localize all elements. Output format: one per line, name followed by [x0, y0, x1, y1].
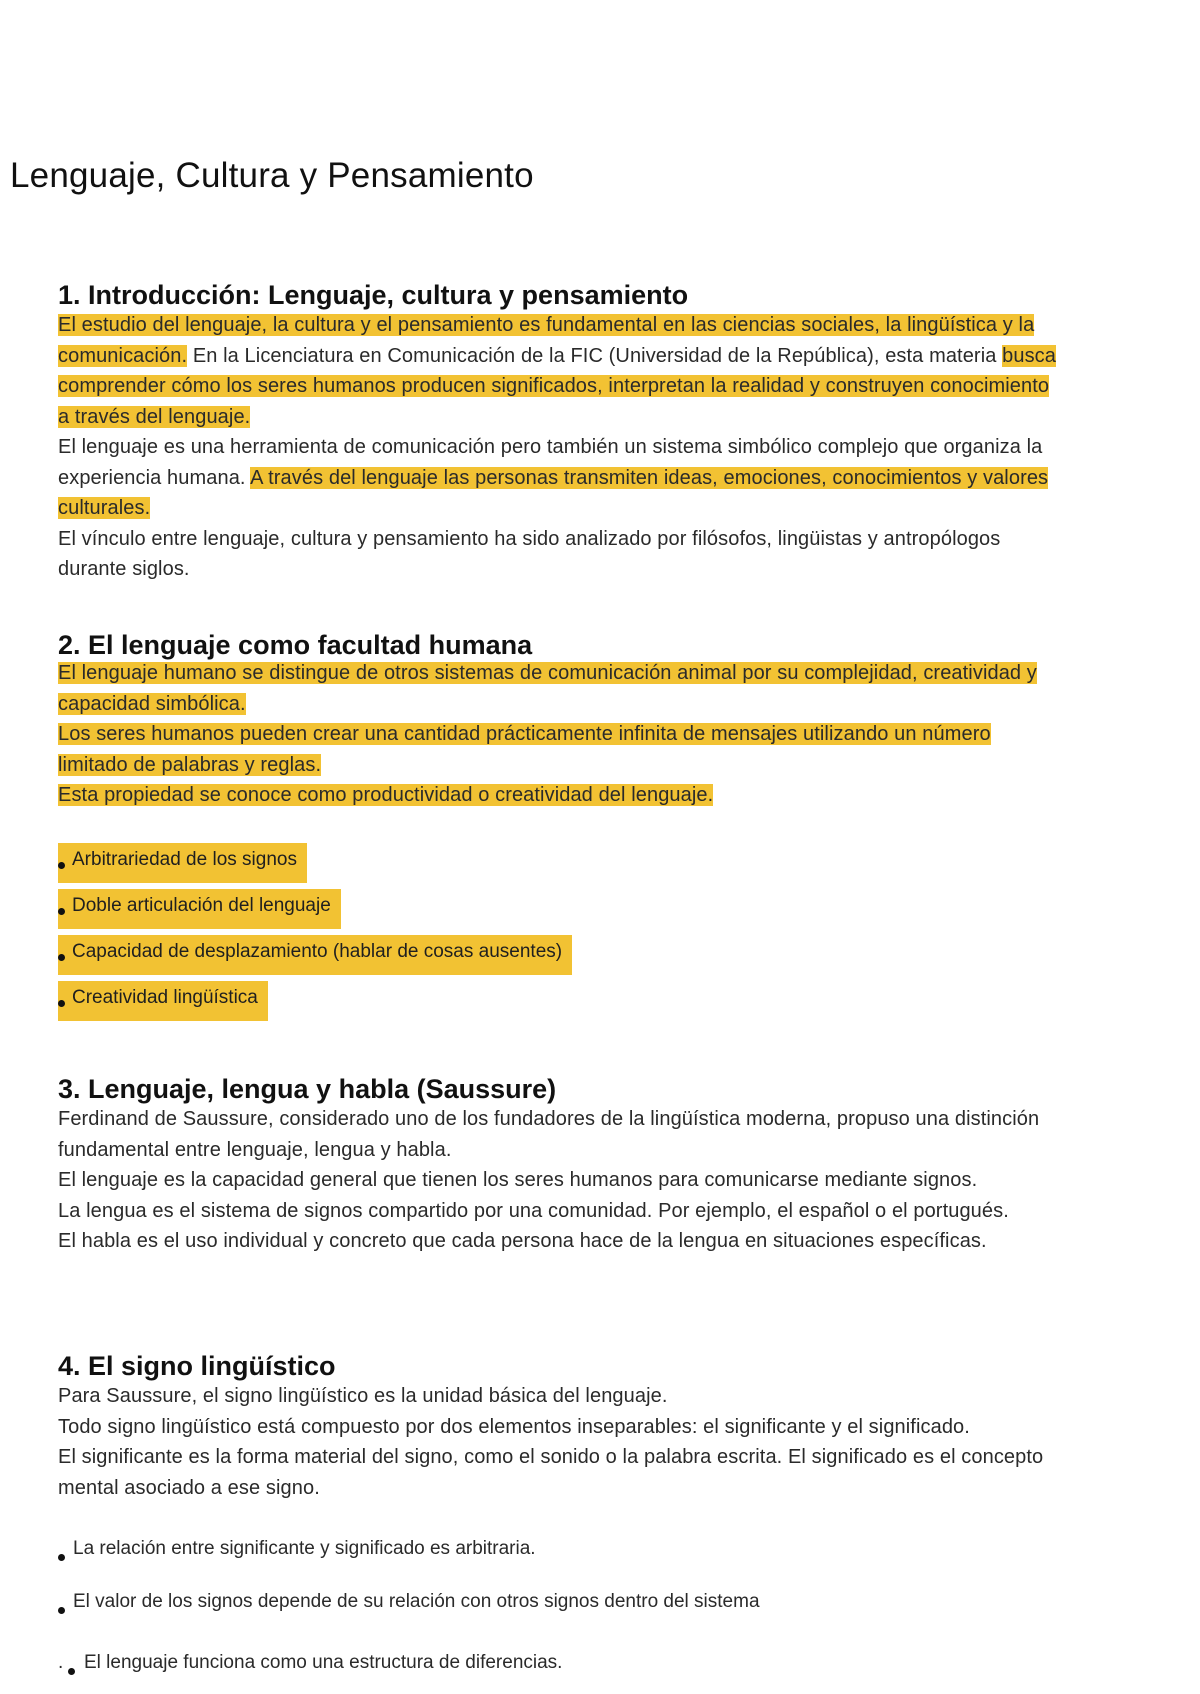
highlighted-text: Los seres humanos pueden crear una cantidad prácticamente infinita de mensajes utilizando un número limitado de palabras y reglas. [58, 723, 991, 776]
paragraph-text: En la Licenciatura en Comunicación de la FIC (Universidad de la República), esta materia [187, 344, 1003, 367]
list-prefix: . [58, 1652, 64, 1673]
highlighted-bullet-list [58, 843, 572, 1021]
bullet-icon [58, 1554, 65, 1561]
bullet-icon [58, 1000, 65, 1007]
highlighted-text: A través del lenguaje las personas transmiten ideas, emociones, conocimientos y valores culturales. [58, 466, 1049, 519]
paragraph [58, 719, 1058, 780]
bullet-icon [58, 954, 65, 961]
section-heading: 3. Lenguaje, lengua y habla (Saussure) [58, 1074, 557, 1104]
highlighted-text: Esta propiedad se conoce como productividad o creatividad del lenguaje. [58, 784, 714, 806]
paragraph [58, 658, 1058, 719]
bullet-icon [58, 908, 65, 915]
list-item: El valor de los signos depende de su relación con otros signos dentro del sistema [58, 1591, 760, 1613]
list-item: Arbitrariedad de los signos [58, 843, 572, 883]
bullet-icon [58, 862, 65, 869]
paragraph [58, 432, 1058, 524]
list-item: Capacidad de desplazamiento (hablar de cosas ausentes) [58, 935, 572, 975]
section-signo-linguistico [58, 1350, 1058, 1503]
bullet-icon [58, 1607, 65, 1614]
paragraph: La lengua es el sistema de signos compartido por una comunidad. Por ejemplo, el español o el portugués. [58, 1199, 1009, 1222]
paragraph [58, 780, 1058, 811]
section-facultad-humana [58, 629, 1058, 811]
paragraph: El habla es el uso individual y concreto que cada persona hace de la lengua en situaciones específicas. [58, 1230, 987, 1252]
list-item: Creatividad lingüística [58, 981, 572, 1021]
section-lenguaje-lengua-habla [58, 1073, 1058, 1257]
list-item: Doble articulación del lenguaje [58, 889, 572, 929]
list-item: La relación entre significante y significado es arbitraria. [58, 1538, 536, 1560]
paragraph-text: El lenguaje es una herramienta de comunicación pero también un sistema simbólico complejo que organiza la experiencia humana. [58, 436, 1043, 489]
paragraph: Para Saussure, el signo lingüístico es la unidad básica del lenguaje. [58, 1385, 668, 1407]
section-heading: 2. El lenguaje como facultad humana [58, 630, 533, 660]
section-introduccion [58, 279, 1058, 585]
section-heading: 4. El signo lingüístico [58, 1351, 336, 1381]
paragraph: Todo signo lingüístico está compuesto por dos elementos inseparables: el significante y el significado. [58, 1415, 970, 1438]
paragraph [58, 310, 1058, 432]
highlighted-text: busca comprender cómo los seres humanos producen significados, interpretan la realidad y construyen conocimiento a través del lenguaje. [58, 344, 1056, 428]
paragraph: El significante es la forma material del signo, como el sonido o la palabra escrita. El significado es el concepto mental asociado a ese signo. [58, 1446, 1044, 1499]
paragraph: El lenguaje es la capacidad general que tienen los seres humanos para comunicarse mediante signos. [58, 1169, 978, 1191]
paragraph: El vínculo entre lenguaje, cultura y pensamiento ha sido analizado por filósofos, lingüistas y antropólogos durante siglos. [58, 527, 1001, 580]
paragraph: Ferdinand de Saussure, considerado uno de los fundadores de la lingüística moderna, propuso una distinción fundamental entre lenguaje, lengua y habla. [58, 1108, 1040, 1161]
bullet-icon [68, 1668, 75, 1675]
document-title: Lenguaje, Cultura y Pensamiento [10, 156, 534, 195]
list-item: . El lenguaje funciona como una estructura de diferencias. [58, 1652, 563, 1673]
highlighted-text: El lenguaje humano se distingue de otros sistemas de comunicación animal por su complejidad, creatividad y capacidad simbólica. [58, 662, 1037, 715]
highlighted-text: El estudio del lenguaje, la cultura y el pensamiento es fundamental en las ciencias sociales, la lingüística y la comunicación. [58, 314, 1035, 367]
section-heading: 1. Introducción: Lenguaje, cultura y pensamiento [58, 280, 689, 310]
